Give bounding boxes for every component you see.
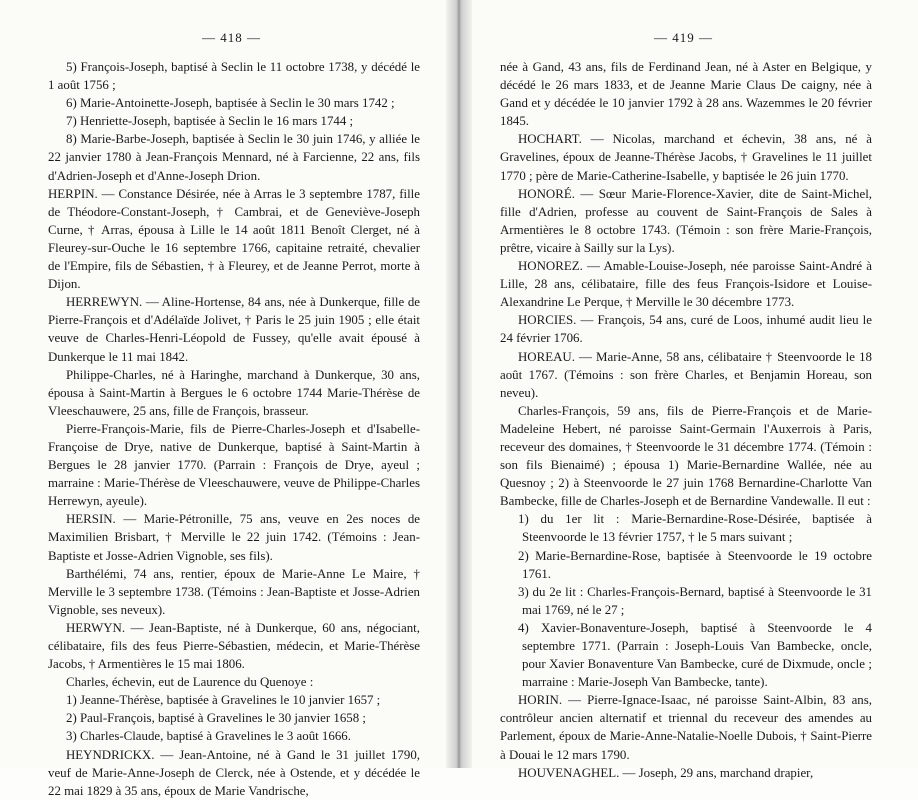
entry-paragraph: HOCHART. — Nicolas, marchand et échevin, 38 ans, né à Gravelines, époux de Jeanne-Thérèse Jacobs, † Gravelines le 11 juillet 1770 ; père de Marie-Catherine-Isabelle, y baptisée le 26 juin 1770. — [500, 132, 872, 183]
entry-paragraph: 7) Henriette-Joseph, baptisée à Seclin le 16 mars 1744 ; — [66, 114, 354, 129]
entry-paragraph: HORIN. — Pierre-Ignace-Isaac, né paroisse Saint-Albin, 83 ans, contrôleur ancien alternatif et triennal du receveur des amendes au Parlement, époux de Marie-Anne-Natalie-Noelle Dubois, † Saint-Pierre à Douai le 12 mars 1790. — [500, 693, 872, 762]
entry-paragraph: HERREWYN. — Aline-Hortense, 84 ans, née à Dunkerque, fille de Pierre-François et d'Adélaïde Jolivet, † Paris le 25 juin 1905 ; elle était veuve de Charles-Henri-Léopold de Fussey, qu'elle avait épousé à Dunkerque le 11 mai 1842. — [48, 295, 420, 364]
entry-paragraph: 1) Jeanne-Thérèse, baptisée à Gravelines le 10 janvier 1657 ; — [66, 693, 381, 708]
entry-paragraph: HOREAU. — Marie-Anne, 58 ans, célibataire † Steenvoorde le 18 août 1767. (Témoins : son frère Charles, et Benjamin Horeau, son neveu). — [500, 349, 872, 400]
entry-paragraph: Barthélémi, 74 ans, rentier, époux de Marie-Anne Le Maire, † Merville le 3 septembre 1738. (Témoins : Jean-Baptiste et Josse-Adrien Vignoble, ses neveux). — [48, 566, 420, 617]
page-text — [48, 58, 420, 800]
entry-paragraph: HOUVENAGHEL. — Joseph, 29 ans, marchand drapier, — [518, 765, 814, 780]
page-number: — 419 — — [654, 30, 713, 45]
entry-paragraph: 3) du 2e lit : Charles-François-Bernard, baptisé à Steenvoorde le 31 mai 1769, né le 27 ; — [518, 584, 872, 617]
entry-paragraph: née à Gand, 43 ans, fils de Ferdinand Jean, né à Aster en Belgique, y décédé le 26 mars 1833, et de Jeanne Marie Claus De caigny, née à Gand et y décédée le 10 janvier 1792 à 28 ans. Wazemmes le 20 février 1845. — [500, 60, 872, 129]
entry-paragraph: 2) Paul-François, baptisé à Gravelines le 30 janvier 1658 ; — [66, 711, 366, 726]
entry-paragraph: HERSIN. — Marie-Pétronille, 75 ans, veuve en 2es noces de Maximilien Brisbart, † Merville le 22 juin 1742. (Témoins : Jean-Baptiste et Josse-Adrien Vignoble, ses fils). — [48, 512, 420, 563]
right-page — [466, 0, 918, 780]
entry-paragraph: 8) Marie-Barbe-Joseph, baptisée à Seclin le 30 juin 1746, y alliée le 22 janvier 1780 à Jean-François Mennard, né à Farcienne, 22 ans, fils d'Adrien-Joseph et d'Anne-Joseph Drion. — [48, 132, 420, 183]
entry-paragraph: 2) Marie-Bernardine-Rose, baptisée à Steenvoorde le 19 octobre 1761. — [518, 548, 872, 581]
page-number: — 418 — — [202, 30, 261, 45]
entry-paragraph: Philippe-Charles, né à Haringhe, marchand à Dunkerque, 30 ans, épousa à Saint-Martin à Bergues le 6 octobre 1744 Marie-Thérèse de Vleeschauwere, 25 ans, fille de François, brasseur. — [48, 367, 420, 418]
entry-paragraph: 6) Marie-Antoinette-Joseph, baptisée à Seclin le 30 mars 1742 ; — [66, 96, 395, 111]
entry-paragraph: HORCIES. — François, 54 ans, curé de Loos, inhumé audit lieu le 24 février 1706. — [500, 313, 872, 346]
left-page — [0, 0, 452, 798]
entry-paragraph: HERWYN. — Jean-Baptiste, né à Dunkerque, 60 ans, négociant, célibataire, fils des feus Pierre-Sébastien, médecin, et Marie-Thérèse Jacobs, † Armentières le 15 mai 1806. — [48, 620, 420, 672]
entry-paragraph: Charles-François, 59 ans, fils de Pierre-François et de Marie-Madeleine Hebert, né paroisse Saint-Germain l'Auxerrois à Paris, receveur des domaines, † Steenvoorde le 31 décembre 1774. (Témoin : son fils Bienaimé) ; épousa 1) Marie-Bernardine Wallée, née au Quesnoy ; 2) à Steenvoorde le 27 juin 1768 Bernardine-Charlotte Van Bambecke, fille de Charles-Joseph et de Bernardine Vandewalle. Il eut : — [500, 403, 872, 509]
entry-paragraph: HEYNDRICKX. — Jean-Antoine, né à Gand le 31 juillet 1790, veuf de Marie-Anne-Joseph de Clerck, née à Ostende, et y décédée le 22 mai 1829 à 35 ans, époux de Marie Vandrische, — [48, 747, 420, 798]
entry-paragraph: 1) du 1er lit : Marie-Bernardine-Rose-Désirée, baptisée à Steenvoorde le 13 février 1757, † le 5 mars suivant ; — [518, 512, 872, 545]
entry-paragraph: 4) Xavier-Bonaventure-Joseph, baptisé à Steenvoorde le 4 septembre 1771. (Parrain : Joseph-Louis Van Bambecke, oncle, pour Xavier Bonaventure Van Bambecke, curé de Dixmude, oncle ; marraine : Marie-Joseph Van Bambecke, tante). — [518, 620, 872, 690]
entry-paragraph: 5) François-Joseph, baptisé à Seclin le 11 octobre 1738, y décédé le 1 août 1756 ; — [48, 60, 420, 93]
entry-paragraph: HONORÉ. — Sœur Marie-Florence-Xavier, dite de Saint-Michel, fille d'Adrien, professe au couvent de Saint-François de Sales à Armentières le 8 octobre 1743. (Témoin : son frère Marie-François, prêtre, vicaire à Sailly sur la Lys). — [500, 186, 872, 255]
entry-paragraph: Pierre-François-Marie, fils de Pierre-Charles-Joseph et d'Isabelle-Françoise de Drye, native de Dunkerque, baptisé à Saint-Martin à Bergues le 28 janvier 1770. (Parrain : François de Drye, ayeul ; marraine : Marie-Thérèse de Vleeschauwere, veuve de Philippe-Charles Herrewyn, ayeule). — [48, 421, 420, 509]
entry-paragraph: HERPIN. — Constance Désirée, née à Arras le 3 septembre 1787, fille de Théodore-Constant-Joseph, † Cambrai, et de Geneviève-Joseph Curne, † Arras, épousa à Lille le 14 août 1811 Benoît Clerget, né à Fleurey-sur-Ouche le 16 septembre 1766, capitaine retraité, chevalier de l'Empire, fils de Sébastien, † à Fleurey, et de Jeanne Perrot, morte à Dijon. — [48, 186, 420, 292]
entry-paragraph: HONOREZ. — Amable-Louise-Joseph, née paroisse Saint-André à Lille, 28 ans, célibataire, fille des feus François-Isidore et Louise-Alexandrine Le Perque, † Merville le 30 décembre 1773. — [500, 259, 872, 310]
page-text — [500, 58, 872, 782]
entry-paragraph: 3) Charles-Claude, baptisé à Gravelines le 3 août 1666. — [66, 729, 351, 744]
entry-paragraph: Charles, échevin, eut de Laurence du Quenoye : — [66, 675, 314, 690]
